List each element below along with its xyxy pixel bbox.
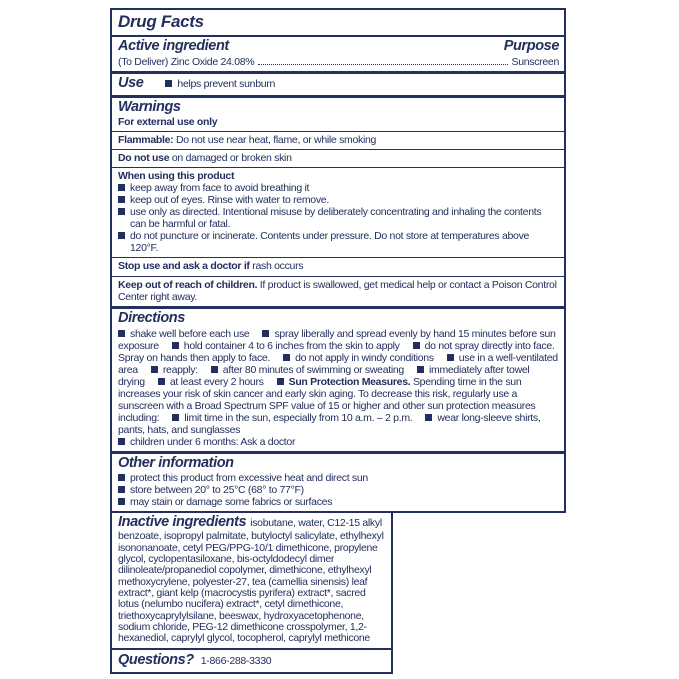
stop-use-line [112,258,564,275]
use-item-text: helps prevent sunburn [177,77,276,90]
questions-heading: Questions? [118,651,194,668]
bullet-square-icon [165,80,172,87]
questions-phone: 1-866-288-3330 [200,654,272,667]
direction-item [172,412,425,424]
direction-item [118,328,262,340]
direction-item-text: use in a well-ventilated area [118,351,558,376]
direction-item [172,340,413,352]
when-item-text: use only as directed. Intentional misuse by deliberately concentrating and inhaling the contents can be harmful or fatal. [130,206,542,231]
external-use-line: For external use only [118,115,218,128]
use-heading: Use [118,74,144,91]
bullet-square-icon [211,366,218,373]
bullet-square-icon [151,366,158,373]
bullet-square-icon [118,196,125,203]
direction-item [283,352,447,364]
active-ingredient-heading: Active ingredient [118,38,229,54]
direction-item [118,436,559,448]
bullet-square-icon [417,366,424,373]
when-item-text: keep away from face to avoid breathing it [130,182,310,195]
inactive-ingredients-heading: Inactive ingredients [118,514,247,531]
active-ingredient-section [112,37,564,71]
keep-out-label: Keep out of reach of children. [118,278,258,291]
list-item [118,472,559,484]
direction-item-text: at least every 2 hours [169,375,264,388]
direction-item-text: wear long-sleeve shirts, pants, hats, and sunglasses [118,412,541,437]
direction-item-text: immediately after towel drying [118,363,530,388]
warnings-section [112,98,564,306]
sun-protection-label: Sun Protection Measures. [288,375,411,388]
questions-section [112,650,391,673]
inactive-ingredients-text: isobutane, water, C12-15 alkyl benzoate, isopropyl palmitate, butyloctyl salicylate, ethylhexyl isononanoate, cetyl PEG/PPG-10/1 dimethicone, propylene glycol, cyclopentasiloxane, bis-octyldodecyl dimer dilinoleate/propanediol copolymer, dimethicone, ethylhexyl methoxycrylene, polyester-27, tea (camellia sinensis) leaf extract*, giant kelp (macrocystis pyrifera) extract*, sacred lotus (nelumbo nucifera) extract*, cetyl dimethicone, triethoxycaprylylsilane, beeswax, hydroxyacetophenone, sodium chloride, PEG-12 dimethicone crosspolymer, 1,2-hexanediol, caprylyl glycol, tocopherol, caprylyl methicone [118,517,384,645]
bullet-square-icon [118,438,125,445]
flammable-text: Do not use near heat, flame, or while smoking [173,133,377,146]
bullet-square-icon [277,378,284,385]
do-not-use-text: on damaged or broken skin [169,151,292,164]
bullet-square-icon [118,184,125,191]
drug-facts-label [110,8,566,674]
drug-facts-lower-panel [110,513,393,674]
bullet-square-icon [118,208,125,215]
directions-section [112,309,564,452]
directions-heading: Directions [118,309,185,326]
do-not-use-line [112,150,564,167]
drug-facts-main-panel [110,8,566,513]
stop-use-label: Stop use and ask a doctor if [118,260,250,273]
other-information-heading: Other information [118,455,234,472]
direction-item-text: reapply: [162,363,198,376]
when-item-text: do not puncture or incinerate. Contents under pressure. Do not store at temperatures above 120°F. [130,230,530,255]
bullet-square-icon [283,354,290,361]
do-not-use-label: Do not use [118,151,170,164]
when-using-heading: When using this product [118,170,235,182]
direction-item-text: do not apply in windy conditions [295,351,434,364]
bullet-square-icon [172,342,179,349]
direction-item-text: do not spray directly into face. Spray on hands then apply to face. [118,339,555,364]
bullet-square-icon [118,474,125,481]
other-info-text: protect this product from excessive heat and direct sun [130,472,368,485]
use-item [165,78,275,90]
when-item-text: keep out of eyes. Rinse with water to remove. [130,194,329,207]
bullet-square-icon [447,354,454,361]
flammable-line [112,132,564,149]
other-info-text: may stain or damage some fabrics or surfaces [130,496,333,509]
bullet-square-icon [262,330,269,337]
direction-item [151,364,211,376]
warnings-heading: Warnings [118,98,181,115]
direction-item-text: spray liberally and spread evenly by hand 15 minutes before sun exposure [118,327,556,352]
when-using-block [112,168,564,257]
direction-item-text: shake well before each use [130,327,250,340]
list-item [118,194,559,206]
bullet-square-icon [413,342,420,349]
direction-item-text: Spending time in the sun increases your risk of skin cancer and early skin aging. To decrease this risk, regularly use a sunscreen with a Broad Spectrum SPF value of 15 or higher and other sun protection measures including: [118,375,536,424]
drug-facts-title: Drug Facts [118,12,204,31]
direction-item-text: after 80 minutes of swimming or sweating [222,363,404,376]
direction-item [211,364,417,376]
direction-item-text: hold container 4 to 6 inches from the skin to apply [183,339,400,352]
purpose-value: Sunscreen [511,55,559,68]
bullet-square-icon [118,330,125,337]
other-information-section [112,454,564,511]
keep-out-line [112,277,564,306]
active-ingredient-value: (To Deliver) Zinc Oxide 24.08% [118,55,255,68]
bullet-square-icon [425,414,432,421]
directions-flow [118,328,559,437]
bullet-square-icon [158,378,165,385]
list-item [118,230,559,254]
keep-out-text: If product is swallowed, get medical help or contact a Poison Control Center right away. [118,278,557,303]
dotted-leader [258,64,507,65]
list-item [118,496,559,508]
stop-use-text: rash occurs [249,260,304,273]
bullet-square-icon [172,414,179,421]
purpose-heading: Purpose [503,38,559,54]
list-item [118,182,559,194]
list-item [118,484,559,496]
direction-item [158,376,277,388]
inactive-ingredients-section [112,513,391,647]
bullet-square-icon [118,232,125,239]
direction-item-text: limit time in the sun, especially from 10 a.m. – 2 p.m. [184,412,413,424]
direction-item-text: children under 6 months: Ask a doctor [130,436,296,449]
other-info-text: store between 20° to 25°C (68° to 77°F) [130,484,304,497]
list-item [118,206,559,230]
use-section [112,74,564,95]
bullet-square-icon [118,498,125,505]
bullet-square-icon [118,486,125,493]
flammable-label: Flammable: [118,133,174,146]
